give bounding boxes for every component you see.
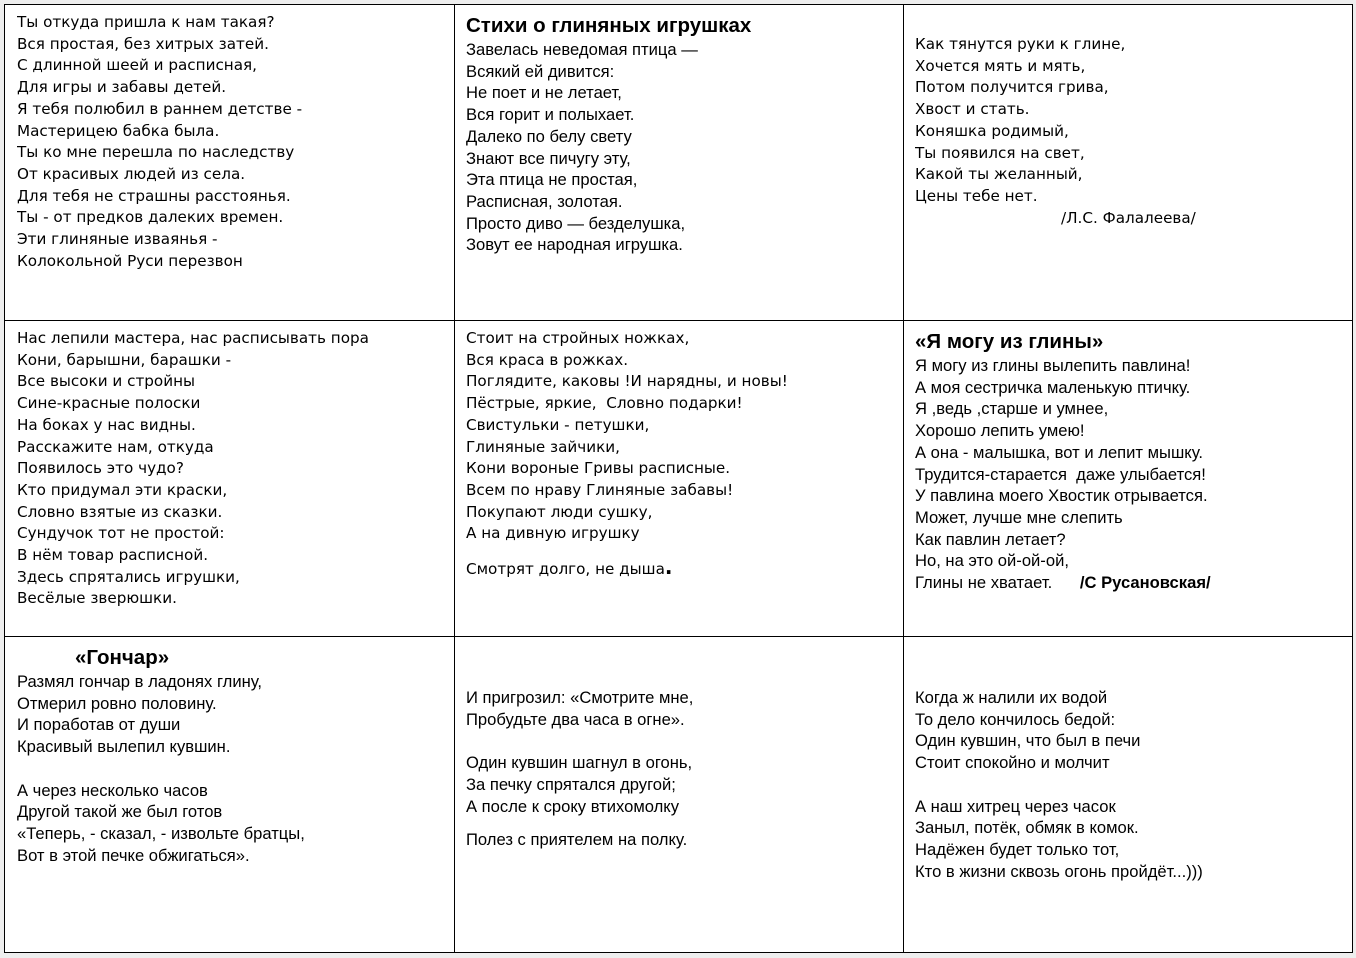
poem-line: Мастерицею бабка была. bbox=[17, 121, 220, 140]
poem-line: Кони вороные Гривы расписные. bbox=[466, 459, 731, 478]
poem-line: Здесь спрятались игрушки, bbox=[17, 567, 240, 586]
poem-cell-r1c2 bbox=[466, 13, 902, 319]
poem-title: «Гончар» bbox=[75, 646, 170, 669]
poem-stanza bbox=[17, 780, 453, 867]
poem-line: Для тебя не страшны расстоянья. bbox=[17, 186, 291, 205]
poem-line: Может, лучше мне слепить bbox=[915, 507, 1123, 527]
row-divider bbox=[5, 320, 1352, 321]
poem-line: Надёжен будет только тот, bbox=[915, 839, 1120, 859]
poem-lines bbox=[915, 355, 1351, 572]
poem-cell-r1c1 bbox=[17, 12, 453, 318]
poem-stanza bbox=[17, 671, 453, 758]
poem-line: А через несколько часов bbox=[17, 780, 208, 800]
poem-line: Стоит на стройных ножках, bbox=[466, 329, 690, 347]
poem-title: Стихи о глиняных игрушках bbox=[466, 14, 752, 37]
poem-line: Один кувшин, что был в печи bbox=[915, 731, 1141, 751]
poem-line: Я тебя полюбил в раннем детстве - bbox=[17, 99, 303, 118]
last-line-text: Смотрят долго, не дыша bbox=[466, 560, 665, 579]
last-line-text: Глины не хватает. bbox=[915, 573, 1080, 593]
poem-cell-r2c3 bbox=[915, 329, 1351, 635]
poem-cell-r2c1 bbox=[17, 328, 453, 634]
column-divider bbox=[903, 5, 904, 952]
poem-line: Заныл, потёк, обмяк в комок. bbox=[915, 818, 1139, 838]
poem-line: От красивых людей из села. bbox=[17, 164, 246, 183]
poem-line: Кто придумал эти краски, bbox=[17, 480, 228, 499]
last-line-mark: . bbox=[664, 555, 673, 580]
poem-stanza bbox=[466, 752, 902, 817]
poem-stanza bbox=[466, 687, 902, 730]
poem-author: /С Русановская/ bbox=[1079, 573, 1211, 593]
poem-line: Вот в этой печке обжигаться». bbox=[17, 845, 250, 865]
poem-line: Хочется мять и мять, bbox=[915, 56, 1086, 75]
poem-line: Кони, барышни, барашки - bbox=[17, 350, 232, 369]
poem-line: То дело кончилось бедой: bbox=[915, 709, 1116, 729]
poem-line: Всякий ей дивится: bbox=[466, 61, 615, 81]
poem-line: И поработав от души bbox=[17, 715, 181, 735]
poem-line: Полез с приятелем на полку. bbox=[466, 830, 688, 850]
poem-line: Хвост и стать. bbox=[915, 100, 1030, 119]
poem-author: /Л.С. Фалалеева/ bbox=[1061, 208, 1196, 227]
poem-line: Кто в жизни сквозь огонь пройдёт...))) bbox=[915, 861, 1203, 881]
poem-line: Ты появился на свет, bbox=[915, 143, 1085, 162]
poem-line: Свистульки - петушки, bbox=[466, 415, 650, 434]
poem-lines bbox=[915, 34, 1351, 208]
poem-table bbox=[4, 4, 1353, 953]
poem-line: Какой ты желанный, bbox=[915, 165, 1083, 184]
poem-line: А моя сестричка маленькую птичку. bbox=[915, 377, 1191, 397]
poem-line: Другой такой же был готов bbox=[17, 802, 223, 822]
poem-line: Сундучок тот не простой: bbox=[17, 524, 225, 543]
poem-line: В нём товар расписной. bbox=[17, 546, 209, 565]
poem-line: Сине-красные полоски bbox=[17, 394, 201, 413]
poem-lines bbox=[17, 12, 453, 272]
poem-line: Далеко по белу свету bbox=[466, 126, 632, 146]
poem-line: Всем по нраву Глиняные забавы! bbox=[466, 480, 734, 499]
poem-line: Ты ко мне перешла по наследству bbox=[17, 143, 295, 162]
poem-stanza bbox=[466, 829, 902, 851]
poem-line: Красивый вылепил кувшин. bbox=[17, 737, 231, 757]
poem-line: Поглядите, каковы !И нарядны, и новы! bbox=[466, 372, 788, 391]
poem-line: Зовут ее народная игрушка. bbox=[466, 235, 683, 255]
poem-line: Покупают люди сушку, bbox=[466, 502, 653, 521]
poem-line: Появилось это чудо? bbox=[17, 459, 184, 478]
poem-stanza bbox=[915, 687, 1351, 774]
poem-line: Не поет и не летает, bbox=[466, 83, 622, 103]
poem-line: Размял гончар в ладонях глину, bbox=[17, 672, 262, 691]
poem-line: Расписная, золотая. bbox=[466, 191, 623, 211]
poem-line: Я ,ведь ,старше и умнее, bbox=[915, 399, 1109, 419]
poem-line: Глиняные зайчики, bbox=[466, 437, 620, 456]
poem-line: И пригрозил: «Смотрите мне, bbox=[466, 688, 694, 707]
poem-line: Как павлин летает? bbox=[915, 529, 1066, 549]
poem-line: Пробудьте два часа в огне». bbox=[466, 709, 685, 729]
row-divider bbox=[5, 636, 1352, 637]
poem-line: А она - малышка, вот и лепит мышку. bbox=[915, 442, 1203, 462]
poem-lines bbox=[466, 328, 902, 545]
poem-lines bbox=[466, 39, 902, 256]
poem-line: За печку спрятался другой; bbox=[466, 774, 676, 794]
poem-line: На боках у нас видны. bbox=[17, 415, 196, 434]
poem-line: Для игры и забавы детей. bbox=[17, 78, 227, 97]
poem-line: Вся горит и полыхает. bbox=[466, 105, 635, 125]
poem-line: Знают все пичугу эту, bbox=[466, 148, 631, 168]
poem-last-line bbox=[466, 557, 902, 581]
poem-cell-r3c1 bbox=[17, 645, 453, 951]
column-divider bbox=[454, 5, 455, 952]
poem-line: Завелась неведомая птица — bbox=[466, 40, 698, 59]
poem-line: Ты откуда пришла к нам такая? bbox=[17, 13, 275, 31]
poem-line: Вся краса в рожках. bbox=[466, 350, 629, 369]
poem-lines bbox=[17, 328, 453, 610]
poem-line: Потом получится грива, bbox=[915, 78, 1109, 97]
poem-line: Пёстрые, яркие, Словно подарки! bbox=[466, 394, 743, 413]
poem-line: А на дивную игрушку bbox=[466, 524, 640, 543]
poem-line: Цены тебе нет. bbox=[915, 186, 1038, 205]
poem-cell-r2c2 bbox=[466, 328, 902, 634]
poem-line: Я могу из глины вылепить павлина! bbox=[915, 356, 1191, 375]
poem-line: Эта птица не простая, bbox=[466, 170, 638, 190]
poem-line: Коняшка родимый, bbox=[915, 121, 1069, 140]
poem-line: Ты - от предков далеких времен. bbox=[17, 208, 284, 227]
poem-line: Все высоки и стройны bbox=[17, 372, 196, 391]
poem-line: У павлина моего Хвостик отрывается. bbox=[915, 486, 1208, 506]
poem-line: Когда ж налили их водой bbox=[915, 688, 1108, 707]
poem-last-line bbox=[915, 572, 1351, 594]
poem-line: Весёлые зверюшки. bbox=[17, 589, 177, 608]
poem-line: Эти глиняные изваянья - bbox=[17, 230, 218, 249]
poem-line: Словно взятые из сказки. bbox=[17, 502, 223, 521]
poem-line: А после к сроку втихомолку bbox=[466, 796, 680, 816]
poem-line: «Теперь, - сказал, - извольте братцы, bbox=[17, 823, 305, 843]
poem-line: С длинной шеей и расписная, bbox=[17, 56, 257, 75]
poem-cell-r3c2 bbox=[466, 687, 902, 951]
poem-line: Отмерил ровно половину. bbox=[17, 693, 217, 713]
poem-title: «Я могу из глины» bbox=[915, 330, 1104, 353]
poem-line: Хорошо лепить умею! bbox=[915, 421, 1085, 441]
poem-line: Но, на это ой-ой-ой, bbox=[915, 551, 1069, 571]
poem-line: Расскажите нам, откуда bbox=[17, 437, 214, 456]
poem-line: Один кувшин шагнул в огонь, bbox=[466, 753, 693, 773]
poem-line: Стоит спокойно и молчит bbox=[915, 753, 1110, 773]
poem-cell-r3c3 bbox=[915, 687, 1351, 951]
poem-cell-r1c3 bbox=[915, 34, 1351, 319]
poem-stanza bbox=[915, 796, 1351, 883]
poem-line: Трудится-старается даже улыбается! bbox=[915, 464, 1206, 484]
poem-line: Колокольной Руси перезвон bbox=[17, 251, 243, 270]
poem-line: А наш хитрец через часок bbox=[915, 796, 1116, 816]
poem-line: Нас лепили мастера, нас расписывать пора bbox=[17, 329, 369, 347]
poem-line: Просто диво — безделушка, bbox=[466, 213, 686, 233]
poem-line: Вся простая, без хитрых затей. bbox=[17, 34, 269, 53]
poem-line: Как тянутся руки к глине, bbox=[915, 35, 1126, 53]
